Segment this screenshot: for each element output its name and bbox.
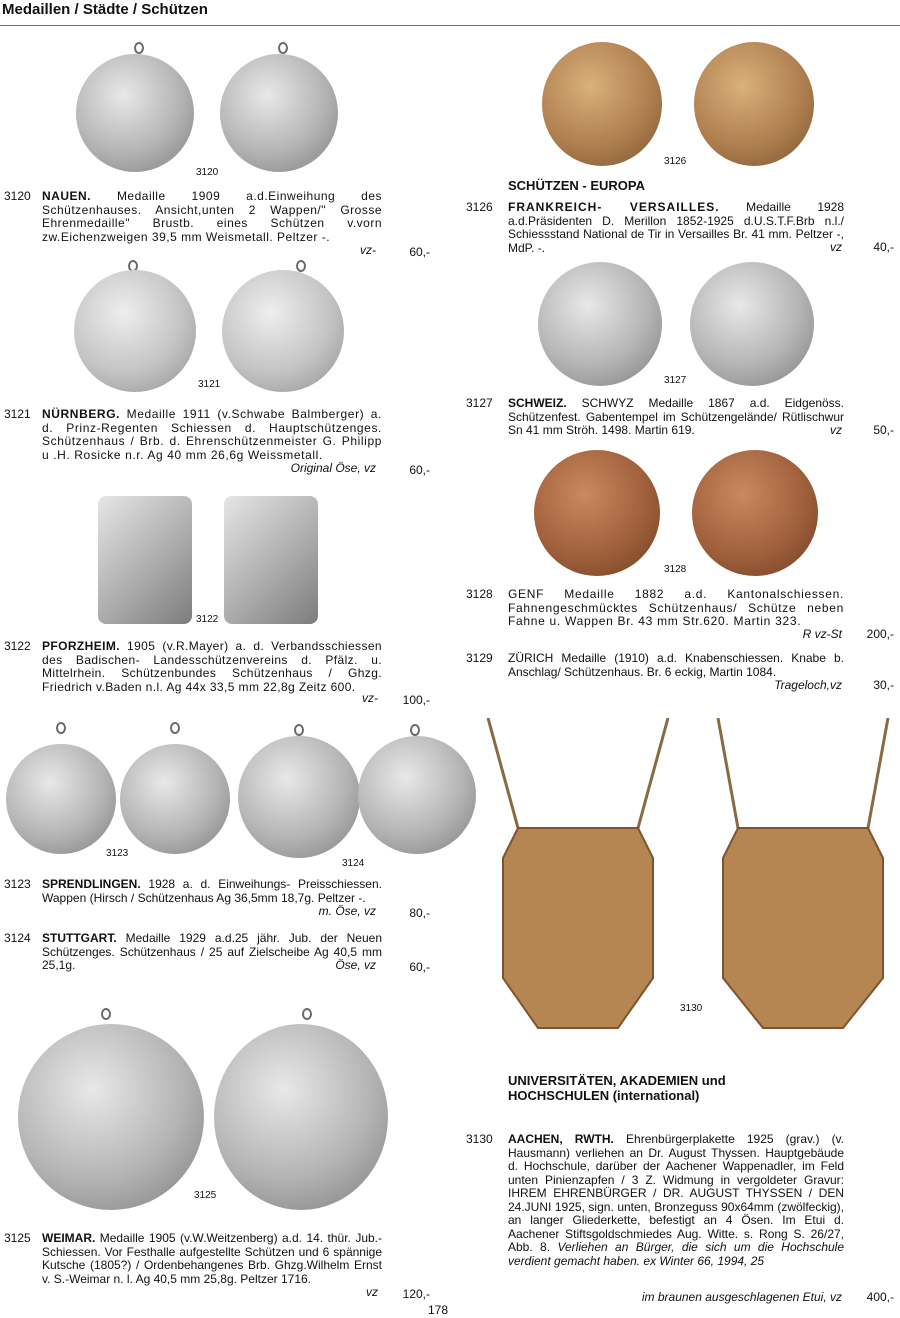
lot-3121-image[interactable] [72,258,340,393]
lot-title: FRANKREICH- VERSAILLES. [508,200,720,214]
lot-description: Medaille 1905 (v.W.Weitzenberg) a.d. 14. thür. Jub.-Schiessen. Vor Festhalle aufgestellte Schützen und 6 spännige Kutsche (1805?) / Ordenbehangenes Brb. Ghzg.Wilhelm Ernst v. S.-Weimar n. l. Ag 40,5 mm 25,8g. Peltzer 1716. [42,1231,382,1286]
lot-price: 60,- [409,960,430,974]
lot-3128-image-label: 3128 [664,564,687,575]
lot-number: 3127 [466,396,493,410]
lot-price: 60,- [409,245,430,259]
lot-title: SPRENDLINGEN. [42,877,141,891]
section-heading-universitaeten: UNIVERSITÄTEN, AKADEMIEN und HOCHSCHULEN (international) [508,1073,726,1103]
lot-title: ZÜRICH [508,651,554,665]
lot-description: SCHWYZ Medaille 1867 a.d. Eidgenöss. Schützenfest. Gabentempel im Schützengelände/ Rütlischwur Sn 41 mm Ströh. 1498. Martin 619. [508,396,844,437]
lot-number: 3126 [466,200,493,214]
lot-grade: R vz-St [802,627,842,641]
lot-number: 3129 [466,651,493,665]
lot-3122 [4,640,430,712]
lot-title: NAUEN. [42,189,92,203]
lot-3130 [466,1133,896,1309]
lot-3120 [4,190,430,260]
lot-description: 1905 (v.R.Mayer) a. d. Verbandsschiessen des Badischen- Landesschützenvereins d. Pfälz. u. Mittelrhein. Schützenbundes Schützenhaus / Ghzg. Friedrich v.Baden n.l. Ag 44x 33,5 mm 22,8g Zeitz 600. [42,639,383,694]
lot-3125-image-label: 3125 [194,1190,217,1201]
lot-price: 60,- [409,463,430,477]
lot-description: Medaille (1910) a.d. Knabenschiessen. Knabe b. Anschlag/ Schützenhaus. Br. 6 eckig, Martin 1084. [508,651,844,679]
lot-grade: im braunen ausgeschlagenen Etui, vz [641,1290,842,1304]
lot-3123-image[interactable] [4,722,232,864]
lot-price: 400,- [866,1290,894,1304]
lot-3128-image[interactable] [534,450,824,580]
lot-3124 [4,932,430,976]
lot-title: STUTTGART. [42,931,117,945]
lot-3122-image-label: 3122 [196,614,219,625]
lot-3123-image-label: 3123 [106,848,129,859]
lot-number: 3123 [4,877,31,891]
lot-3125-image[interactable] [16,1008,386,1218]
lot-title: AACHEN, RWTH. [508,1132,614,1146]
lot-price: 50,- [873,423,894,437]
lot-description: Ehrenbürgerplakette 1925 (grav.) (v. Hausmann) verliehen an Dr. August Thyssen. Hauptgebäude d. Hochschule, darüber der Aachener Wappenadler, im Feld unten Pinienzapfen / 3 Z. Widmung in vergoldeter Gravur: IHREM EHRENBÜRGER / DR. AUGUST THYSSEN / DEN 24.JUNI 1925, sign. unten, Bronzeguss 90x64mm (zwölfeckig), an langer Gliederkette, befestigt an 4 Ösen. Im Etui d. Aachener Stiftsgoldschmiedes Aug. Witte. s. Rong S. 26/27, Abb. 8. [508,1132,845,1254]
lot-grade: vz [366,1285,378,1299]
lot-number: 3125 [4,1231,31,1245]
lot-3127-image-label: 3127 [664,375,687,386]
lot-title: NÜRNBERG. [42,407,121,421]
lot-3129 [466,652,896,696]
lot-number: 3128 [466,587,493,601]
lot-grade: Öse, vz [335,958,376,972]
lot-3123 [4,878,430,922]
lot-number: 3124 [4,931,31,945]
lot-grade: vz [830,423,842,437]
lot-description: Medaille 1882 a.d. Kantonalschiessen. Fahnengeschmücktes Schützenhaus/ Schütze neben Fahne u. Wappen Br. 43 mm Str.620. Martin 323. [508,587,844,628]
lot-title: WEIMAR. [42,1231,96,1245]
lot-description: Medaille 1928 a.d.Präsidenten D. Merillon 1852-1925 d.U.S.T.F.Brb n.l./ Schiessstand National de Tir in Versailles Br. 41 mm. Peltzer -, MdP. -. [508,200,845,255]
lot-price: 200,- [866,627,894,641]
lot-3127 [466,397,896,441]
lot-3130-image-label: 3130 [680,1003,703,1014]
lot-title: GENF [508,587,545,601]
lot-3121 [4,408,430,480]
lot-grade: vz [830,240,842,254]
lot-grade: Trageloch,vz [774,678,842,692]
lot-price: 100,- [402,693,430,707]
lot-price: 40,- [873,240,894,254]
lot-price: 80,- [409,906,430,920]
lot-title: PFORZHEIM. [42,639,120,653]
lot-price: 120,- [402,1287,430,1301]
lot-3121-image-label: 3121 [198,379,221,390]
lot-number: 3122 [4,639,31,653]
page-title: Medaillen / Städte / Schützen [2,1,208,18]
lot-3126-image[interactable] [536,42,820,170]
lot-grade: m. Öse, vz [318,904,376,918]
lot-3120-image-label: 3120 [196,167,219,178]
lot-3120-image[interactable] [70,40,350,180]
lot-3127-image[interactable] [536,262,816,388]
lot-description: 1928 a. d. Einweihungs- Preisschiessen. Wappen (Hirsch / Schützenhaus Ag 36,5mm 18,7g. Peltzer -. [42,877,382,905]
page-number: 178 [428,1303,449,1317]
lot-description: Medaille 1929 a.d.25 jähr. Jub. der Neuen Schützenges. Schützenhaus / 25 auf Zielscheibe Ag 40,5 mm 25,1g. [42,931,382,972]
lot-3126-image-label: 3126 [664,156,687,167]
lot-3124-image[interactable] [238,724,478,864]
lot-price: 30,- [873,678,894,692]
lot-provenance: Verliehen an Bürger, die sich um die Hochschule verdient gemacht haben. ex Winter 66, 1994, 25 [508,1240,845,1268]
lot-title: SCHWEIZ. [508,396,567,410]
lot-3125 [4,1232,430,1304]
lot-number: 3120 [4,189,31,203]
lot-3128 [466,588,896,646]
lot-grade: vz- [362,691,378,705]
lot-grade: vz- [360,243,376,257]
lot-number: 3121 [4,407,31,421]
lot-3124-image-label: 3124 [342,858,365,869]
lot-description: Medaille 1911 (v.Schwabe Balmberger) a. d. Prinz-Regenten Schiessen d. Hauptschützenges. Schützenhaus / Brb. d. Ehrenschützenmeister G. Philipp u .H. Rosicke n.r. Ag 40 mm 26,6g Weissmetall. [42,407,382,462]
lot-grade: Original Öse, vz [290,461,376,475]
lot-3122-image[interactable] [96,496,322,628]
lot-description: Medaille 1909 a.d.Einweihung des Schützenhauses. Ansicht,unten 2 Wappen/" Grosse Ehrenmedaille" Brustb. eines Schützen v.vorn zw.Eichenzweigen 39,5 mm Weismetall. Peltzer -. [42,189,382,244]
lot-number: 3130 [466,1132,493,1146]
page-header [0,0,900,26]
lot-3126 [466,201,896,259]
section-heading-europa: SCHÜTZEN - EUROPA [508,178,645,193]
